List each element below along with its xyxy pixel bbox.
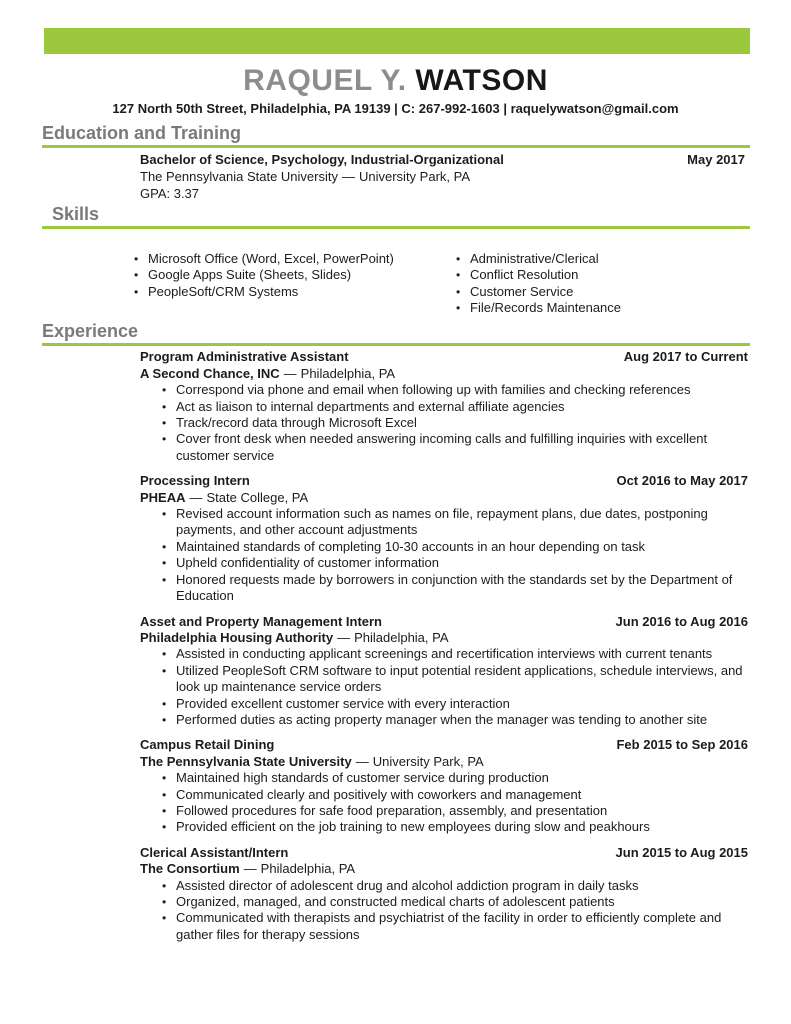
em-dash: — — [189, 489, 203, 505]
job-bullet-text: Cover front desk when needed answering incoming calls and fulfilling inquiries with excellent customer service — [176, 431, 708, 463]
job-bullet — [162, 415, 748, 431]
job-bullet — [162, 803, 748, 819]
skills-list-right — [456, 251, 751, 317]
skills-list-left — [134, 251, 456, 317]
bullet-icon: • — [162, 712, 167, 727]
contact-line: 127 North 50th Street, Philadelphia, PA 19139 | C: 267-992-1603 | raquelywatson@gmail.com — [112, 101, 679, 116]
job-bullets — [162, 878, 748, 944]
bullet-icon: • — [162, 771, 167, 786]
bullet-icon: • — [162, 647, 167, 662]
bullet-icon: • — [162, 911, 167, 926]
job-bullets — [162, 646, 748, 728]
job-bullet-text: Honored requests made by borrowers in conjunction with the standards set by the Department of Education — [176, 571, 733, 604]
job-bullet-text: Assisted in conducting applicant screenings and recertification interviews with current tenants — [176, 646, 713, 662]
bullet-icon: • — [162, 432, 167, 447]
job-location: University Park, PA — [372, 753, 484, 769]
bullet-icon: • — [162, 820, 167, 835]
job-title: Asset and Property Management Intern — [140, 613, 382, 629]
job-company-line — [140, 366, 748, 382]
skill-text: Customer Service — [470, 283, 574, 299]
section-rule-experience — [42, 343, 750, 346]
skill-text: Conflict Resolution — [470, 267, 579, 283]
bullet-icon: • — [456, 268, 461, 283]
job-bullet-text: Upheld confidentiality of customer information — [176, 555, 440, 571]
bullet-icon: • — [162, 383, 167, 398]
bullet-icon: • — [162, 539, 167, 554]
job-bullet-text: Utilized PeopleSoft CRM software to input potential resident applications, schedule interviews, and look up maintenance service orders — [176, 662, 743, 695]
job-bullet-text: Organized, managed, and constructed medical charts of adolescent patients — [176, 894, 615, 910]
bullet-icon: • — [134, 251, 139, 266]
skill-item — [456, 300, 751, 316]
job-company: The Pennsylvania State University — [140, 753, 352, 769]
job-title: Clerical Assistant/Intern — [140, 844, 289, 860]
job-bullet-text: Communicated with therapists and psychiatrist of the facility in order to efficiently complete and gather files for therapy sessions — [176, 910, 722, 942]
skill-text: PeopleSoft/CRM Systems — [148, 283, 299, 299]
skill-text: File/Records Maintenance — [470, 300, 622, 316]
job-bullet — [162, 787, 748, 803]
bullet-icon: • — [162, 787, 167, 802]
bullet-icon: • — [456, 284, 461, 299]
job-bullet-text: Followed procedures for safe food preparation, assembly, and presentation — [176, 802, 608, 818]
section-rule-education — [42, 145, 750, 148]
education-entry — [140, 152, 745, 202]
job-dates: Aug 2017 to Current — [623, 349, 748, 365]
job-company-line — [140, 630, 748, 646]
job-bullets — [162, 770, 748, 836]
skill-item — [456, 267, 751, 283]
gpa-line: GPA: 3.37 — [140, 186, 200, 201]
job-bullet — [162, 382, 748, 398]
skill-text: Microsoft Office (Word, Excel, PowerPoint) — [148, 250, 394, 266]
job-bullet-text: Assisted director of adolescent drug and alcohol addiction program in daily tasks — [176, 877, 639, 893]
job-bullet-text: Provided efficient on the job training to new employees during slow and peakhours — [176, 819, 650, 835]
job-entry — [140, 349, 748, 464]
job-bullet — [162, 770, 748, 786]
job-bullet — [162, 646, 748, 662]
job-bullet — [162, 894, 748, 910]
job-company: PHEAA — [140, 489, 186, 505]
bullet-icon: • — [162, 399, 167, 414]
bullet-icon: • — [162, 895, 167, 910]
job-bullet — [162, 506, 748, 539]
skills-columns — [134, 251, 751, 317]
job-entry — [140, 614, 748, 729]
bullet-icon: • — [162, 556, 167, 571]
job-bullet — [162, 712, 748, 728]
job-bullet — [162, 878, 748, 894]
job-company: The Consortium — [140, 861, 240, 877]
bullet-icon: • — [162, 696, 167, 711]
job-dates: Jun 2015 to Aug 2015 — [615, 844, 748, 860]
candidate-first-name: RAQUEL Y. — [243, 64, 407, 97]
section-heading-experience: Experience — [42, 321, 139, 342]
job-bullet — [162, 431, 748, 464]
job-title: Campus Retail Dining — [140, 737, 275, 753]
job-bullet-text: Revised account information such as names on file, repayment plans, due dates, postponing payments, and other account adjustments — [176, 506, 708, 538]
job-dates: Feb 2015 to Sep 2016 — [616, 737, 748, 753]
job-dates: Jun 2016 to Aug 2016 — [615, 613, 748, 629]
education-date: May 2017 — [687, 152, 745, 168]
job-bullet — [162, 399, 748, 415]
em-dash: — — [283, 365, 297, 381]
job-company-line — [140, 754, 748, 770]
job-location: Philadelphia, PA — [300, 365, 396, 381]
section-heading-education: Education and Training — [42, 123, 242, 144]
skill-item — [134, 284, 456, 300]
job-bullet-text: Correspond via phone and email when following up with families and checking references — [176, 382, 691, 398]
job-bullet — [162, 696, 748, 712]
job-bullet-text: Act as liaison to internal departments and external affiliate agencies — [176, 398, 565, 414]
job-bullets — [162, 382, 748, 464]
job-company-line — [140, 490, 748, 506]
section-heading-skills: Skills — [52, 203, 100, 224]
job-bullet — [162, 819, 748, 835]
em-dash: — — [243, 861, 257, 877]
bullet-icon: • — [162, 507, 167, 522]
job-title: Program Administrative Assistant — [140, 349, 349, 365]
job-bullet — [162, 663, 748, 696]
degree-title: Bachelor of Science, Psychology, Industrial-Organizational — [140, 152, 504, 168]
job-bullet — [162, 539, 748, 555]
job-location: Philadelphia, PA — [260, 861, 356, 877]
em-dash: — — [355, 753, 369, 769]
job-company: Philadelphia Housing Authority — [140, 629, 334, 645]
job-company: A Second Chance, INC — [140, 365, 280, 381]
bullet-icon: • — [134, 284, 139, 299]
job-company-line — [140, 861, 748, 877]
skill-text: Google Apps Suite (Sheets, Slides) — [148, 267, 352, 283]
job-bullet — [162, 572, 748, 605]
job-bullet — [162, 555, 748, 571]
job-bullet-text: Provided excellent customer service with every interaction — [176, 695, 510, 711]
job-bullet-text: Maintained high standards of customer service during production — [176, 770, 549, 786]
bullet-icon: • — [456, 301, 461, 316]
bullet-icon: • — [162, 663, 167, 678]
skill-item — [456, 284, 751, 300]
school-location: University Park, PA — [358, 169, 470, 185]
skill-item — [456, 251, 751, 267]
bullet-icon: • — [456, 251, 461, 266]
bullet-icon: • — [162, 803, 167, 818]
skill-item — [134, 251, 456, 267]
job-bullets — [162, 506, 748, 604]
bullet-icon: • — [134, 268, 139, 283]
bullet-icon: • — [162, 878, 167, 893]
skill-item — [134, 267, 456, 283]
job-location: State College, PA — [206, 489, 309, 505]
em-dash: — — [337, 629, 351, 645]
job-dates: Oct 2016 to May 2017 — [616, 473, 748, 489]
job-bullet-text: Maintained standards of completing 10-30 accounts in an hour depending on task — [176, 538, 646, 554]
em-dash: — — [341, 169, 355, 185]
job-entry — [140, 737, 748, 835]
top-accent-bar — [44, 28, 750, 54]
bullet-icon: • — [162, 572, 167, 587]
job-bullet — [162, 910, 748, 943]
experience-entries — [140, 349, 748, 943]
job-bullet-text: Track/record data through Microsoft Excel — [176, 415, 417, 431]
bullet-icon: • — [162, 416, 167, 431]
job-location: Philadelphia, PA — [354, 629, 449, 645]
job-entry — [140, 473, 748, 604]
school-line — [140, 169, 745, 186]
job-title: Processing Intern — [140, 473, 250, 489]
job-bullet-text: Performed duties as acting property manager when the manager was tending to another site — [176, 711, 708, 727]
job-bullet-text: Communicated clearly and positively with coworkers and management — [176, 786, 582, 802]
school-name: The Pennsylvania State University — [140, 169, 338, 185]
candidate-last-name: WATSON — [415, 64, 548, 97]
skill-text: Administrative/Clerical — [470, 250, 599, 266]
section-rule-skills — [42, 226, 750, 229]
job-entry — [140, 845, 748, 943]
